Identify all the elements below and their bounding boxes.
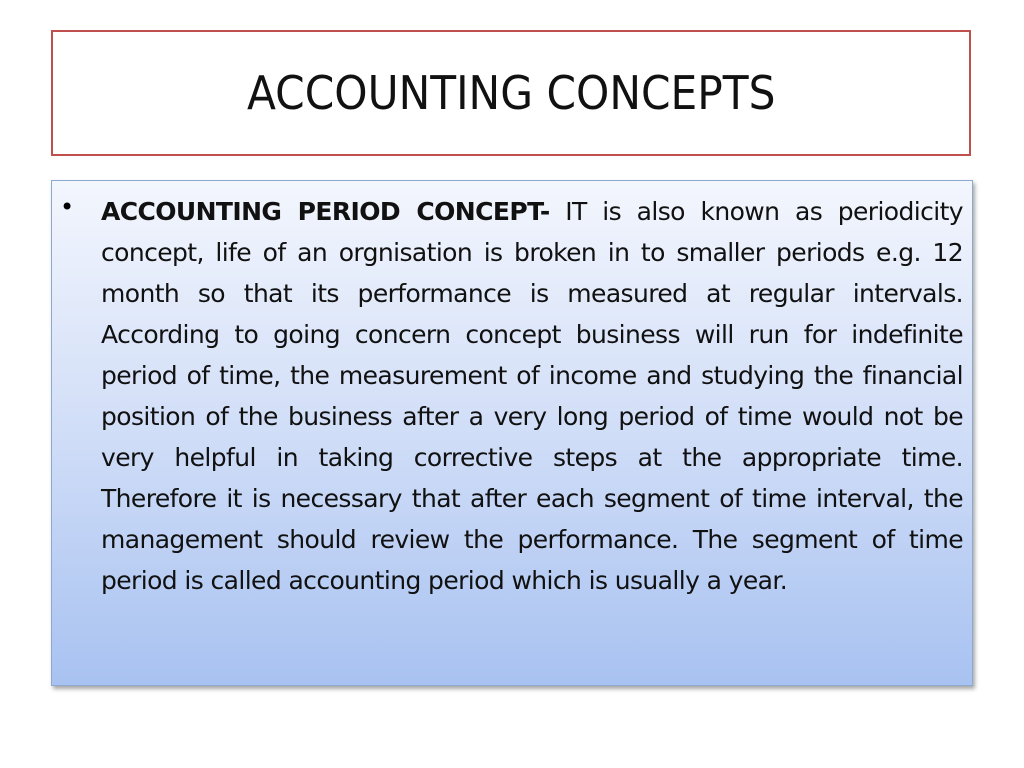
bullet-marker: • xyxy=(60,193,75,221)
bullet-body: IT is also known as periodicity concept, life of an orgnisation is broken in to smaller periods e.g. 12 month so that its performance is measured at regular intervals. According to going concern concept business will run for indefinite period of time, the measurement of income and studying the financial position of the business after a very long period of time would not be very helpful in taking corrective steps at the appropriate time. Therefore it is necessary that after each segment of time interval, the management should review the performance. The segment of time period is called accounting period which is usually a year. xyxy=(101,197,963,595)
slide-title: ACCOUNTING CONCEPTS xyxy=(246,66,776,120)
bullet-paragraph xyxy=(101,191,963,601)
bullet-lead: ACCOUNTING PERIOD CONCEPT- xyxy=(101,197,550,226)
title-box xyxy=(51,30,971,156)
content-box xyxy=(51,180,973,686)
